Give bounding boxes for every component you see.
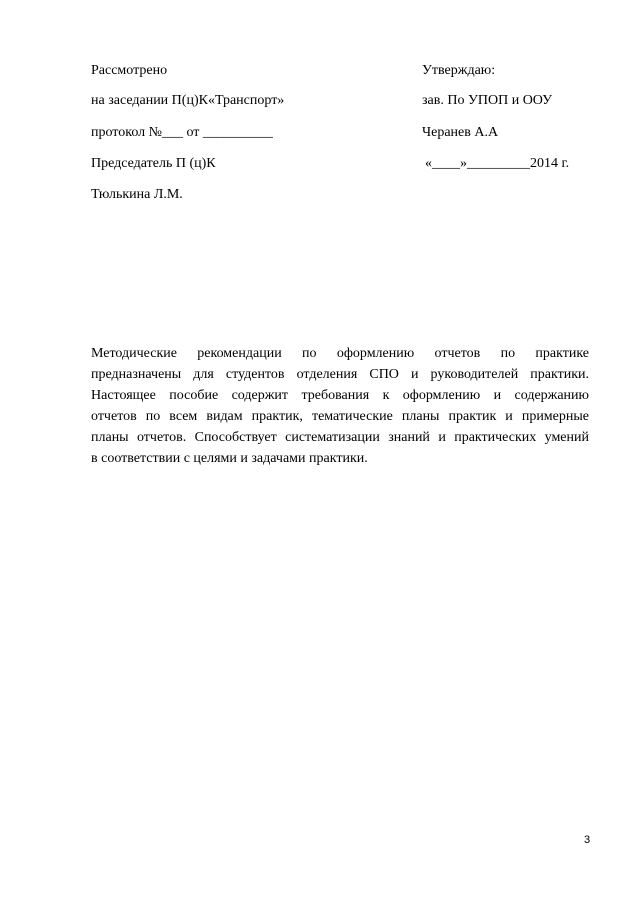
- annotation-paragraph: [91, 343, 589, 469]
- paragraph-line: предназначены для студентов отделения СПО и руководителей практики.: [91, 367, 589, 382]
- reviewed-label: Рассмотрено: [91, 63, 168, 78]
- paragraph-line: Методические рекомендации по оформлению отчетов по практике: [91, 346, 589, 361]
- approver-name: Черанев А.А: [422, 125, 499, 140]
- chairman-line: Председатель П (ц)К: [91, 156, 216, 171]
- paragraph-line: отчетов по всем видам практик, тематические планы практик и примерные: [91, 409, 589, 424]
- chairman-name: Тюлькина Л.М.: [91, 187, 183, 202]
- page-number: 3: [584, 834, 591, 846]
- approval-date-line: «____»_________2014 г.: [425, 156, 570, 171]
- meeting-line: на заседании П(ц)К«Транспорт»: [91, 93, 285, 108]
- protocol-line: протокол №___ от __________: [91, 125, 273, 140]
- approve-label: Утверждаю:: [422, 63, 496, 78]
- paragraph-line: планы отчетов. Способствует систематизации знаний и практических умений: [91, 430, 589, 445]
- paragraph-line: Настоящее пособие содержит требования к оформлению и содержанию: [91, 388, 589, 403]
- approver-position: зав. По УПОП и ООУ: [422, 93, 553, 108]
- paragraph-line: в соответствии с целями и задачами практики.: [91, 451, 368, 466]
